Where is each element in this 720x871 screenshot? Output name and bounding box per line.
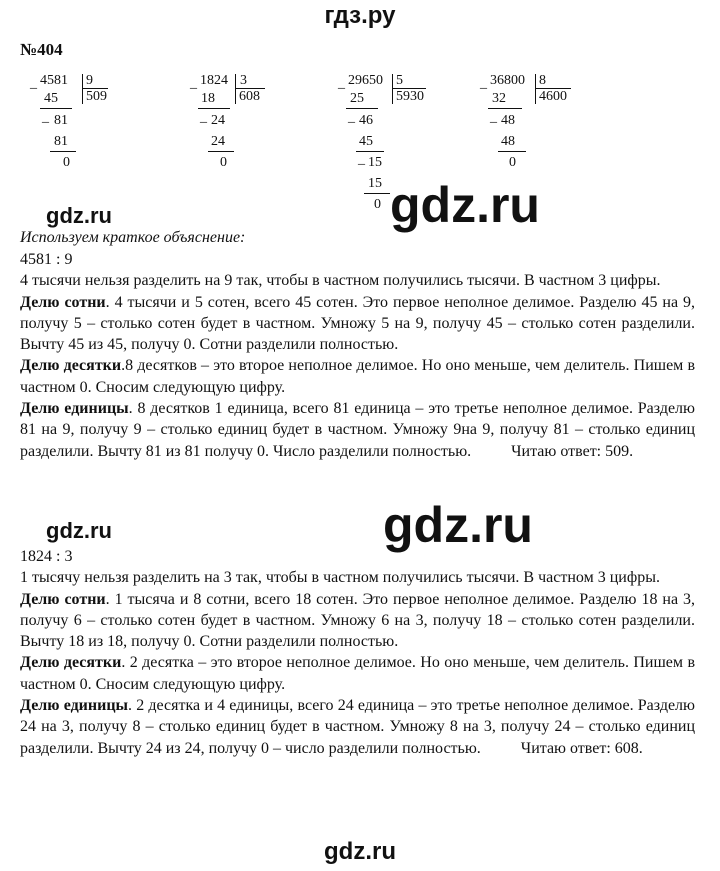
explanation-4581: [20, 249, 695, 462]
step-text: . 1 тысяча и 8 сотни, всего 18 сотен. Это первое неполное делимое. Разделю 18 на 3, получу 6 – столько сотен будет в частном. Умножу 6 на 3, получу 18 – столько сотен разделили. Вычту 18 из 18, получу 0. Сотни разделили полностью.: [20, 590, 696, 651]
step-tens: [20, 652, 695, 695]
explanation-note: Используем краткое объяснение:: [20, 229, 246, 246]
quotient: 4600: [539, 89, 567, 104]
intro-paragraph: 4 тысячи нельзя разделить на 9 так, чтобы в частном получились тысячи. В частном 3 цифры.: [20, 272, 661, 290]
subtrahend: 18: [201, 91, 215, 106]
step-heading: Делю сотни: [20, 590, 106, 608]
expression: 1824 : 3: [20, 548, 73, 565]
step-text: . 4 тысячи и 5 сотен, всего 45 сотен. Это первое неполное делимое. Разделю 45 на 9, получу 5 – столько сотен будет в частном. Умножу 5 на 9, получу 45 – столько сотен разделили. Вычту 45 из 45, получу 0. Сотни разделили полностью.: [20, 293, 696, 354]
subtrahend: 15: [368, 176, 382, 191]
long-division-4: [480, 72, 600, 182]
partial-dividend: 46: [359, 113, 373, 128]
site-footer[interactable]: gdz.ru: [324, 838, 396, 865]
minus-sign: _: [200, 110, 207, 125]
dividend: 29650: [348, 73, 383, 88]
step-heading: Делю десятки: [20, 357, 122, 375]
subtrahend: 45: [359, 134, 373, 149]
watermark: gdz.ru: [46, 518, 112, 543]
explanation-1824: [20, 546, 695, 759]
step-text: .8 десятков – это второе неполное делимое. Но оно меньше, чем делитель. Пишем в частном 0. Сносим следующую цифру.: [20, 357, 696, 396]
subtrahend: 81: [54, 134, 68, 149]
remainder: 0: [63, 155, 70, 170]
quotient: 509: [86, 89, 107, 104]
quotient: 5930: [396, 89, 424, 104]
intro-paragraph: 1 тысячу нельзя разделить на 3 так, чтобы в частном получились тысячи. В частном 3 цифры.: [20, 569, 660, 587]
minus-sign: _: [338, 76, 345, 91]
subtrahend: 45: [44, 91, 58, 106]
watermark: gdz.ru: [390, 177, 540, 233]
minus-sign: _: [30, 76, 37, 91]
step-units: [20, 695, 695, 759]
dividend: 4581: [40, 73, 68, 88]
task-number: №404: [20, 40, 63, 59]
subtrahend: 32: [492, 91, 506, 106]
divisor: 8: [539, 73, 546, 88]
partial-dividend: 24: [211, 113, 225, 128]
subtrahend: 24: [211, 134, 225, 149]
answer: Читаю ответ: 608.: [520, 739, 643, 757]
watermark: gdz.ru: [383, 497, 533, 553]
answer: Читаю ответ: 509.: [511, 442, 634, 460]
divisor: 5: [396, 73, 403, 88]
step-tens: [20, 355, 695, 398]
partial-dividend: 48: [501, 113, 515, 128]
step-heading: Делю единицы: [20, 400, 129, 418]
watermark: gdz.ru: [46, 203, 112, 228]
site-header[interactable]: гдз.ру: [324, 2, 396, 29]
remainder: 0: [220, 155, 227, 170]
minus-sign: _: [358, 152, 365, 167]
divisor: 3: [240, 73, 247, 88]
remainder: 0: [509, 155, 516, 170]
partial-dividend: 81: [54, 113, 68, 128]
subtrahend: 48: [501, 134, 515, 149]
dividend: 36800: [490, 73, 525, 88]
step-hundreds: [20, 589, 695, 653]
dividend: 1824: [200, 73, 228, 88]
step-heading: Делю десятки: [20, 654, 122, 672]
minus-sign: _: [42, 110, 49, 125]
divisor: 9: [86, 73, 93, 88]
remainder: 0: [374, 197, 381, 212]
step-hundreds: [20, 292, 695, 356]
partial-dividend: 15: [368, 155, 382, 170]
expression: 4581 : 9: [20, 251, 73, 268]
minus-sign: _: [490, 110, 497, 125]
minus-sign: _: [190, 76, 197, 91]
step-heading: Делю единицы: [20, 697, 129, 715]
long-division-2: [190, 72, 300, 182]
minus-sign: _: [480, 76, 487, 91]
step-units: [20, 398, 695, 462]
quotient: 608: [239, 89, 260, 104]
step-heading: Делю сотни: [20, 293, 106, 311]
step-text: . 2 десятка и 4 единицы, всего 24 единица – это третье неполное делимое. Разделю 24 на 3, получу 8 – столько единиц будет в частном. Умножу 8 на 3, получу 24 – столько единиц разделили. Вычту 24 из 24, получу 0 – число разделили полностью.: [20, 697, 695, 757]
step-text: . 2 десятка – это второе неполное делимое. Но оно меньше, чем делитель. Пишем в частном 0. Сносим следующую цифру.: [20, 654, 695, 693]
subtrahend: 25: [350, 91, 364, 106]
step-text: . 8 десятков 1 единица, всего 81 единица – это третье неполное делимое. Разделю 81 на 9, получу 9 – столько единиц будет в частном. Умножу 9на 9, получу 81 – столько единиц разделили. Вычту 81 из 81 получу 0. Число разделили полностью.: [20, 400, 695, 460]
long-division-1: [30, 72, 140, 182]
minus-sign: _: [348, 110, 355, 125]
